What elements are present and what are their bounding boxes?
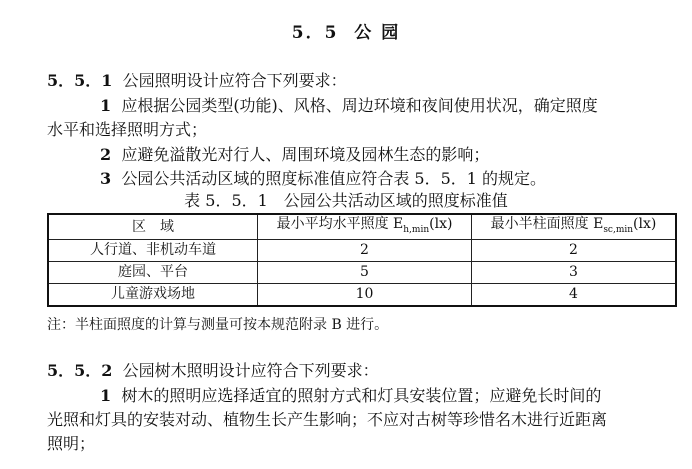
cell-sc: 2 <box>472 239 677 261</box>
clause-551-item-1-line-2: 水平和选择照明方式； <box>47 120 208 139</box>
item-number: 1 <box>100 96 112 115</box>
item-text: 应避免溢散光对行人、周围环境及园林生态的影响； <box>121 145 490 164</box>
clause-552-item-1-line-1 <box>100 386 601 406</box>
header-h-sub: h,min <box>403 224 430 235</box>
item-number: 3 <box>100 169 112 188</box>
header-semicylindrical-illuminance <box>472 214 677 239</box>
clause-551-item-1-line-1 <box>100 96 598 116</box>
clause-552-item-1-line-3: 照明； <box>47 434 96 453</box>
cell-sc: 4 <box>472 283 677 306</box>
clause-552-heading <box>47 361 379 381</box>
item-text: 公园公共活动区域的照度标准值应符合表 5．5．1 的规定。 <box>121 169 547 188</box>
cell-h: 5 <box>258 261 472 283</box>
clause-552-item-1-line-2: 光照和灯具的安装对动、植物生长产生影响；不应对古树等珍惜名木进行近距离 <box>47 410 608 429</box>
table-header-row <box>48 214 676 239</box>
cell-area: 庭园、平台 <box>48 261 258 283</box>
clause-551-heading <box>47 71 347 91</box>
illuminance-table <box>47 213 677 307</box>
clause-number: 5．5．2 <box>47 361 113 380</box>
table-row <box>48 283 676 306</box>
item-number: 2 <box>100 145 112 164</box>
clause-551-item-2 <box>100 145 489 165</box>
table-row <box>48 239 676 261</box>
header-horizontal-illuminance <box>258 214 472 239</box>
header-sc-suffix: (lx) <box>633 216 657 232</box>
clause-551-item-3 <box>100 169 546 189</box>
cell-h: 2 <box>258 239 472 261</box>
table-row <box>48 261 676 283</box>
header-area: 区 域 <box>48 214 258 239</box>
cell-area: 儿童游戏场地 <box>48 283 258 306</box>
cell-area: 人行道、非机动车道 <box>48 239 258 261</box>
cell-sc: 3 <box>472 261 677 283</box>
clause-number: 5．5．1 <box>47 71 113 90</box>
clause-text: 公园照明设计应符合下列要求： <box>122 71 347 90</box>
item-text: 树木的照明应选择适宜的照射方式和灯具安装位置；应避免长时间的 <box>121 386 602 405</box>
header-sc-prefix: 最小半柱面照度 E <box>490 216 604 232</box>
header-sc-sub: sc,min <box>603 224 634 235</box>
table-note: 注：半柱面照度的计算与测量可按本规范附录 B 进行。 <box>47 317 389 333</box>
section-title-text: 公 园 <box>354 23 401 43</box>
cell-h: 10 <box>258 283 472 306</box>
section-number: 5．5 <box>291 23 339 43</box>
table-caption: 表 5．5．1 公园公共活动区域的照度标准值 <box>184 191 508 210</box>
item-number: 1 <box>100 386 112 405</box>
item-text: 应根据公园类型(功能)、风格、周边环境和夜间使用状况，确定照度 <box>121 96 598 115</box>
header-h-suffix: (lx) <box>429 216 453 232</box>
clause-text: 公园树木照明设计应符合下列要求： <box>122 361 379 380</box>
section-title <box>0 23 692 43</box>
header-h-prefix: 最小平均水平照度 E <box>276 216 404 232</box>
